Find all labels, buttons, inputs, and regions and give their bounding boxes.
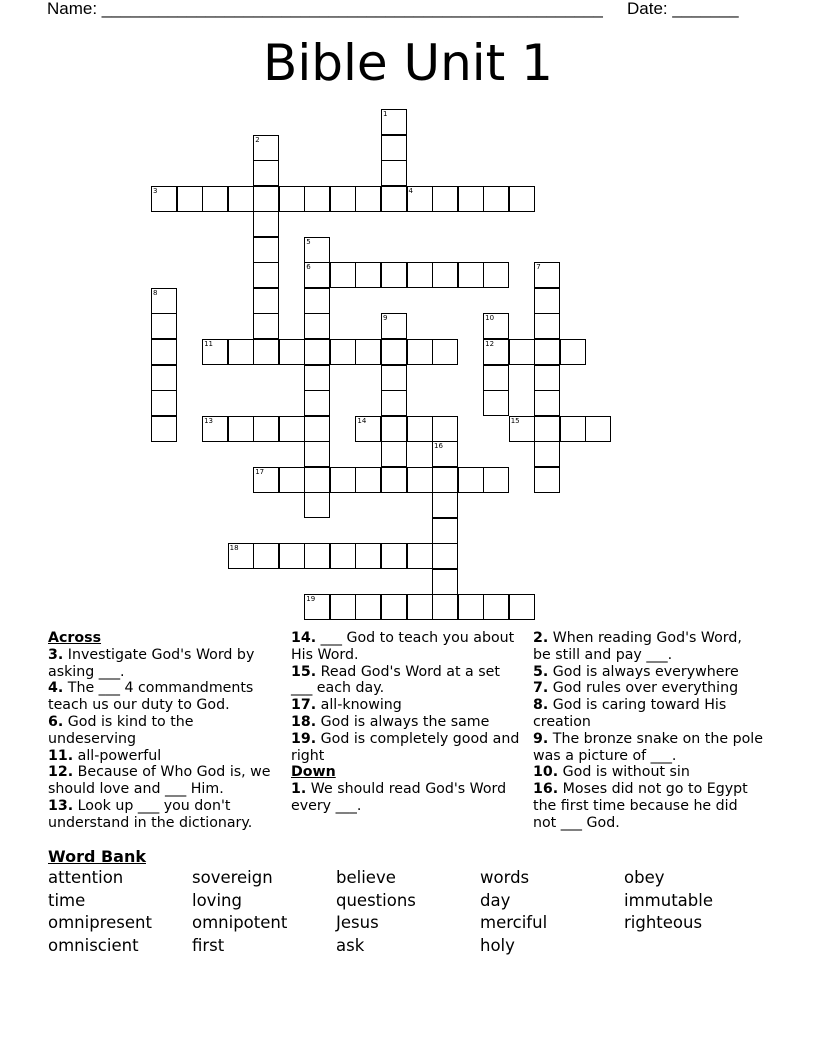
crossword-cell[interactable] — [304, 262, 330, 288]
crossword-cell[interactable] — [355, 416, 381, 442]
crossword-cell[interactable] — [304, 186, 330, 212]
crossword-cell[interactable] — [381, 135, 407, 161]
clue-down-5: 5. God is always everywhere — [533, 663, 739, 680]
clue-number: 3 — [153, 186, 158, 195]
crossword-cell[interactable] — [534, 313, 560, 339]
clue-across-17: 17. all-knowing — [291, 697, 402, 714]
crossword-cell[interactable] — [432, 339, 458, 365]
crossword-cell[interactable] — [432, 441, 458, 467]
word-bank-word: Jesus — [336, 913, 379, 933]
crossword-cell[interactable] — [330, 186, 356, 212]
crossword-cell[interactable] — [407, 467, 433, 493]
word-bank-word: merciful — [480, 913, 548, 933]
crossword-cell[interactable] — [432, 569, 458, 595]
crossword-cell[interactable] — [509, 186, 535, 212]
crossword-cell[interactable] — [458, 594, 484, 620]
crossword-cell[interactable] — [407, 594, 433, 620]
clue-number: 13 — [204, 416, 214, 425]
crossword-cell[interactable] — [432, 186, 458, 212]
crossword-cell[interactable] — [585, 416, 611, 442]
word-bank-word: words — [480, 868, 530, 887]
crossword-cell[interactable] — [279, 543, 305, 569]
clue-column-2 — [291, 630, 521, 815]
clue-number: 5 — [306, 237, 311, 246]
crossword-cell[interactable] — [151, 186, 177, 212]
crossword-cell[interactable] — [509, 416, 535, 442]
crossword-cell[interactable] — [355, 186, 381, 212]
clue-number: 17 — [255, 467, 265, 476]
word-bank-word: loving — [192, 890, 242, 910]
crossword-cell[interactable] — [432, 518, 458, 544]
crossword-cell[interactable] — [407, 262, 433, 288]
crossword-cell[interactable] — [304, 365, 330, 391]
crossword-cell[interactable] — [534, 441, 560, 467]
crossword-cell[interactable] — [458, 186, 484, 212]
crossword-cell[interactable] — [483, 390, 509, 416]
crossword-cell[interactable] — [151, 339, 177, 365]
crossword-cell[interactable] — [534, 288, 560, 314]
clue-down-2: 2. When reading God's Word, be still and pay ___. — [533, 630, 742, 663]
clue-number: 9 — [382, 314, 388, 323]
clue-down-1: 1. We should read God's Word every ___. — [291, 781, 507, 814]
crossword-cell[interactable] — [534, 339, 560, 365]
crossword-cell[interactable] — [330, 543, 356, 569]
crossword-cell[interactable] — [534, 390, 560, 416]
clue-across-12: 12. Because of Who God is, we should love and ___ Him. — [48, 764, 271, 798]
word-bank-word: omnipotent — [192, 913, 288, 933]
crossword-cell[interactable] — [253, 339, 279, 365]
crossword-cell[interactable] — [228, 416, 254, 442]
clue-across-4: 4. The ___ 4 commandments teach us our duty to God. — [48, 680, 254, 714]
crossword-cell[interactable] — [355, 339, 381, 365]
clue-number: 6 — [306, 263, 311, 272]
crossword-cell[interactable] — [151, 390, 177, 416]
crossword-cell[interactable] — [279, 416, 305, 442]
crossword-cell[interactable] — [304, 543, 330, 569]
crossword-cell[interactable] — [458, 467, 484, 493]
crossword-cell[interactable] — [253, 288, 279, 314]
crossword-cell[interactable] — [279, 467, 305, 493]
crossword-cell[interactable] — [304, 416, 330, 442]
crossword-cell[interactable] — [253, 186, 279, 212]
clue-down-10: 10. God is without sin — [533, 764, 690, 781]
crossword-cell[interactable] — [381, 160, 407, 186]
crossword-cell[interactable] — [355, 262, 381, 288]
word-bank-word: omniscient — [48, 935, 139, 955]
crossword-cell[interactable] — [330, 262, 356, 288]
clue-number: 2 — [255, 135, 260, 144]
crossword-cell[interactable] — [483, 339, 509, 365]
clue-across-14: 14. ___ God to teach you about His Word. — [291, 630, 515, 663]
clue-across-3: 3. Investigate God's Word by asking ___. — [48, 646, 255, 680]
word-bank-word: day — [480, 890, 511, 910]
clue-across-18: 18. God is always the same — [291, 713, 490, 730]
crossword-cell[interactable] — [381, 416, 407, 442]
clue-number: 7 — [536, 263, 541, 272]
crossword-cell[interactable] — [304, 390, 330, 416]
crossword-cell[interactable] — [483, 186, 509, 212]
clue-number: 4 — [408, 186, 413, 195]
crossword-cell[interactable] — [381, 467, 407, 493]
clue-across-19: 19. God is completely good and right — [291, 730, 520, 764]
crossword-cell[interactable] — [304, 467, 330, 493]
crossword-cell[interactable] — [355, 467, 381, 493]
crossword-cell[interactable] — [509, 594, 535, 620]
crossword-cell[interactable] — [304, 237, 330, 263]
crossword-cell[interactable] — [304, 288, 330, 314]
crossword-cell[interactable] — [253, 416, 279, 442]
crossword-cell[interactable] — [432, 492, 458, 518]
crossword-cell[interactable] — [407, 339, 433, 365]
clue-column-1 — [48, 630, 278, 832]
crossword-cell[interactable] — [560, 416, 586, 442]
crossword-cell[interactable] — [228, 543, 254, 569]
clue-number: 18 — [229, 544, 239, 553]
crossword-cell[interactable] — [381, 339, 407, 365]
word-bank-word: omnipresent — [48, 913, 152, 933]
crossword-cell[interactable] — [279, 186, 305, 212]
crossword-cell[interactable] — [458, 262, 484, 288]
word-bank-word: ask — [336, 935, 365, 955]
clue-number: 15 — [510, 416, 520, 425]
crossword-cell[interactable] — [381, 109, 407, 135]
word-bank-word: attention — [48, 868, 124, 887]
crossword-cell[interactable] — [151, 416, 177, 442]
word-bank-word: questions — [336, 890, 416, 910]
word-bank-word: time — [48, 890, 86, 910]
clue-across-15: 15. Read God's Word at a set ___ each day. — [291, 663, 500, 697]
crossword-cell[interactable] — [202, 416, 228, 442]
crossword-cell[interactable] — [381, 365, 407, 391]
clue-across-13: 13. Look up ___ you don't understand in the dictionary. — [48, 797, 253, 831]
word-bank-word: sovereign — [192, 868, 273, 887]
crossword-cell[interactable] — [407, 543, 433, 569]
crossword-cell[interactable] — [330, 339, 356, 365]
clue-number: 12 — [485, 339, 495, 348]
crossword-cell[interactable] — [432, 467, 458, 493]
clue-column-3 — [533, 630, 763, 832]
crossword-cell[interactable] — [177, 186, 203, 212]
crossword-cell[interactable] — [253, 211, 279, 237]
crossword-cell[interactable] — [253, 135, 279, 161]
crossword-cell[interactable] — [432, 594, 458, 620]
crossword-cell[interactable] — [381, 262, 407, 288]
word-bank-word: holy — [480, 935, 515, 955]
crossword-cell[interactable] — [330, 467, 356, 493]
date-field-label: Date: _______ — [627, 0, 739, 18]
crossword-cell[interactable] — [253, 262, 279, 288]
crossword-cell[interactable] — [407, 416, 433, 442]
crossword-cell[interactable] — [432, 543, 458, 569]
crossword-cell[interactable] — [228, 339, 254, 365]
crossword-cell[interactable] — [381, 390, 407, 416]
crossword-cell[interactable] — [381, 594, 407, 620]
crossword-cell[interactable] — [381, 543, 407, 569]
crossword-cell[interactable] — [534, 467, 560, 493]
crossword-cell[interactable] — [534, 416, 560, 442]
crossword-cell[interactable] — [381, 186, 407, 212]
clue-number: 11 — [204, 339, 214, 348]
crossword-cell[interactable] — [330, 594, 356, 620]
crossword-cell[interactable] — [483, 467, 509, 493]
clue-number: 1 — [382, 110, 388, 118]
crossword-cell[interactable] — [151, 365, 177, 391]
clue-number: 10 — [485, 314, 495, 323]
clue-down-16: 16. Moses did not go to Egypt the first time because he did not ___ God. — [533, 781, 748, 831]
clue-number: 16 — [434, 442, 443, 451]
crossword-cell[interactable] — [534, 365, 560, 391]
crossword-cell[interactable] — [483, 313, 509, 339]
crossword-cell[interactable] — [151, 288, 177, 314]
clue-down-7: 7. God rules over everything — [533, 680, 739, 697]
word-bank-title: Word Bank — [48, 847, 147, 866]
crossword-cell[interactable] — [279, 339, 305, 365]
clue-across-11: 11. all-powerful — [48, 747, 162, 764]
word-bank-word: immutable — [624, 890, 713, 910]
crossword-cell[interactable] — [432, 416, 458, 442]
crossword-cell[interactable] — [483, 262, 509, 288]
crossword-cell[interactable] — [228, 186, 254, 212]
crossword-cell[interactable] — [253, 543, 279, 569]
crossword-cell[interactable] — [253, 237, 279, 263]
crossword-cell[interactable] — [304, 313, 330, 339]
crossword-cell[interactable] — [407, 186, 433, 212]
crossword-cell[interactable] — [253, 160, 279, 186]
word-bank-word: obey — [624, 868, 665, 887]
crossword-cell[interactable] — [560, 339, 586, 365]
crossword-cell[interactable] — [253, 467, 279, 493]
word-bank-word: first — [192, 935, 225, 955]
crossword-cell[interactable] — [534, 262, 560, 288]
clue-across-6: 6. God is kind to the undeserving — [48, 713, 194, 747]
crossword-cell[interactable] — [509, 339, 535, 365]
crossword-cell[interactable] — [304, 339, 330, 365]
crossword-cell[interactable] — [304, 594, 330, 620]
crossword-cell[interactable] — [304, 492, 330, 518]
crossword-cell[interactable] — [202, 186, 228, 212]
word-bank-word: righteous — [624, 913, 703, 933]
clue-down-9: 9. The bronze snake on the pole was a picture of ___. — [533, 730, 763, 764]
crossword-cell[interactable] — [151, 313, 177, 339]
crossword-cell[interactable] — [304, 441, 330, 467]
crossword-cell[interactable] — [202, 339, 228, 365]
crossword-cell[interactable] — [253, 313, 279, 339]
page-title: Bible Unit 1 — [263, 34, 553, 92]
crossword-cell[interactable] — [483, 594, 509, 620]
name-field-label: Name: _____________________________________________________ — [47, 0, 603, 18]
clue-number: 14 — [357, 416, 367, 425]
crossword-cell[interactable] — [483, 365, 509, 391]
clue-number: 19 — [306, 595, 316, 604]
clue-number: 8 — [153, 288, 158, 297]
clue-down-8: 8. God is caring toward His creation — [533, 697, 727, 730]
crossword-cell[interactable] — [381, 441, 407, 467]
across-heading: Across — [48, 630, 102, 646]
crossword-cell[interactable] — [355, 594, 381, 620]
crossword-cell[interactable] — [381, 313, 407, 339]
down-heading: Down — [291, 764, 336, 781]
word-bank-word: believe — [336, 868, 396, 887]
crossword-cell[interactable] — [355, 543, 381, 569]
crossword-cell[interactable] — [432, 262, 458, 288]
